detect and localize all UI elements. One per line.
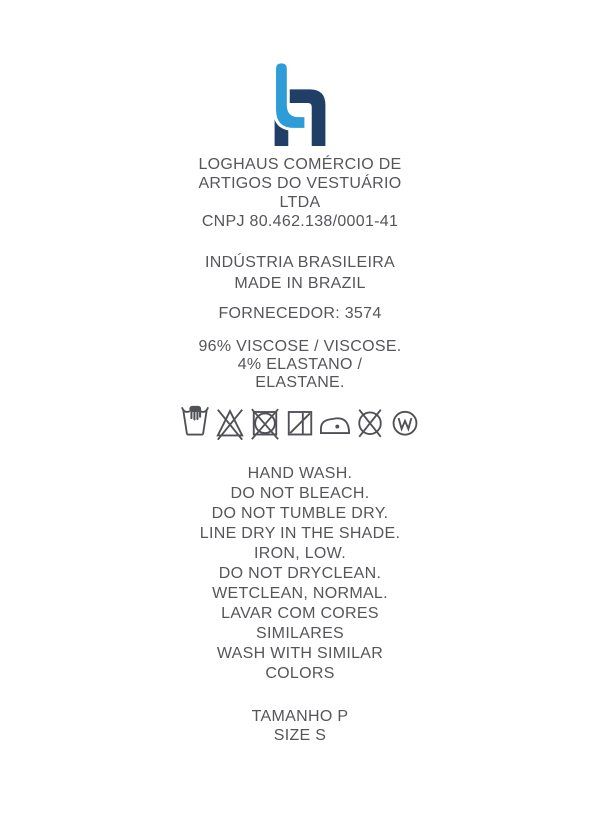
company-cnpj: CNPJ 80.462.138/0001-41 xyxy=(201,213,399,230)
care-line-do-not-bleach: DO NOT BLEACH. xyxy=(230,485,370,502)
care-line-line-dry-shade: LINE DRY IN THE SHADE. xyxy=(199,525,401,542)
do-not-dryclean-icon xyxy=(353,397,387,442)
origin-info xyxy=(0,252,600,294)
care-line-wash-similar-2: COLORS xyxy=(265,665,335,682)
care-symbols-row xyxy=(0,397,600,442)
wetclean-normal-icon xyxy=(388,397,422,442)
care-line-hand-wash: HAND WASH. xyxy=(247,465,353,482)
composition-line1: 96% VISCOSE / VISCOSE. xyxy=(198,338,402,355)
care-line-do-not-dryclean: DO NOT DRYCLEAN. xyxy=(218,565,382,582)
size-line-pt: TAMANHO P xyxy=(251,708,349,725)
size-info xyxy=(0,707,600,745)
care-instructions xyxy=(0,464,600,684)
supplier-info xyxy=(0,304,600,324)
composition-line3: ELASTANE. xyxy=(255,374,345,391)
care-line-lavar-cores-1: LAVAR COM CORES xyxy=(221,605,379,622)
company-name-line3: LTDA xyxy=(279,194,321,211)
care-line-lavar-cores-2: SIMILARES xyxy=(255,625,345,642)
line-dry-in-shade-icon xyxy=(283,397,317,442)
composition-line2: 4% ELASTANO / xyxy=(237,356,363,373)
company-name-line1: LOGHAUS COMÉRCIO DE xyxy=(198,156,402,173)
company-info xyxy=(0,155,600,231)
care-line-iron-low: IRON, LOW. xyxy=(254,545,346,562)
fabric-composition xyxy=(0,338,600,392)
iron-low-icon xyxy=(318,397,352,442)
origin-line-en: MADE IN BRAZIL xyxy=(234,275,366,292)
care-line-do-not-tumble: DO NOT TUMBLE DRY. xyxy=(211,505,389,522)
care-line-wash-similar-1: WASH WITH SIMILAR xyxy=(216,645,384,662)
do-not-bleach-icon xyxy=(213,397,247,442)
size-line-en: SIZE S xyxy=(273,727,327,744)
do-not-tumble-dry-icon xyxy=(248,397,282,442)
care-line-wetclean: WETCLEAN, NORMAL. xyxy=(212,585,388,602)
hand-wash-icon xyxy=(178,397,212,442)
loghaus-h-logo-icon xyxy=(272,60,328,146)
company-name-line2: ARTIGOS DO VESTUÁRIO xyxy=(198,175,402,192)
supplier-code: FORNECEDOR: 3574 xyxy=(218,305,382,322)
origin-line-pt: INDÚSTRIA BRASILEIRA xyxy=(204,254,396,271)
